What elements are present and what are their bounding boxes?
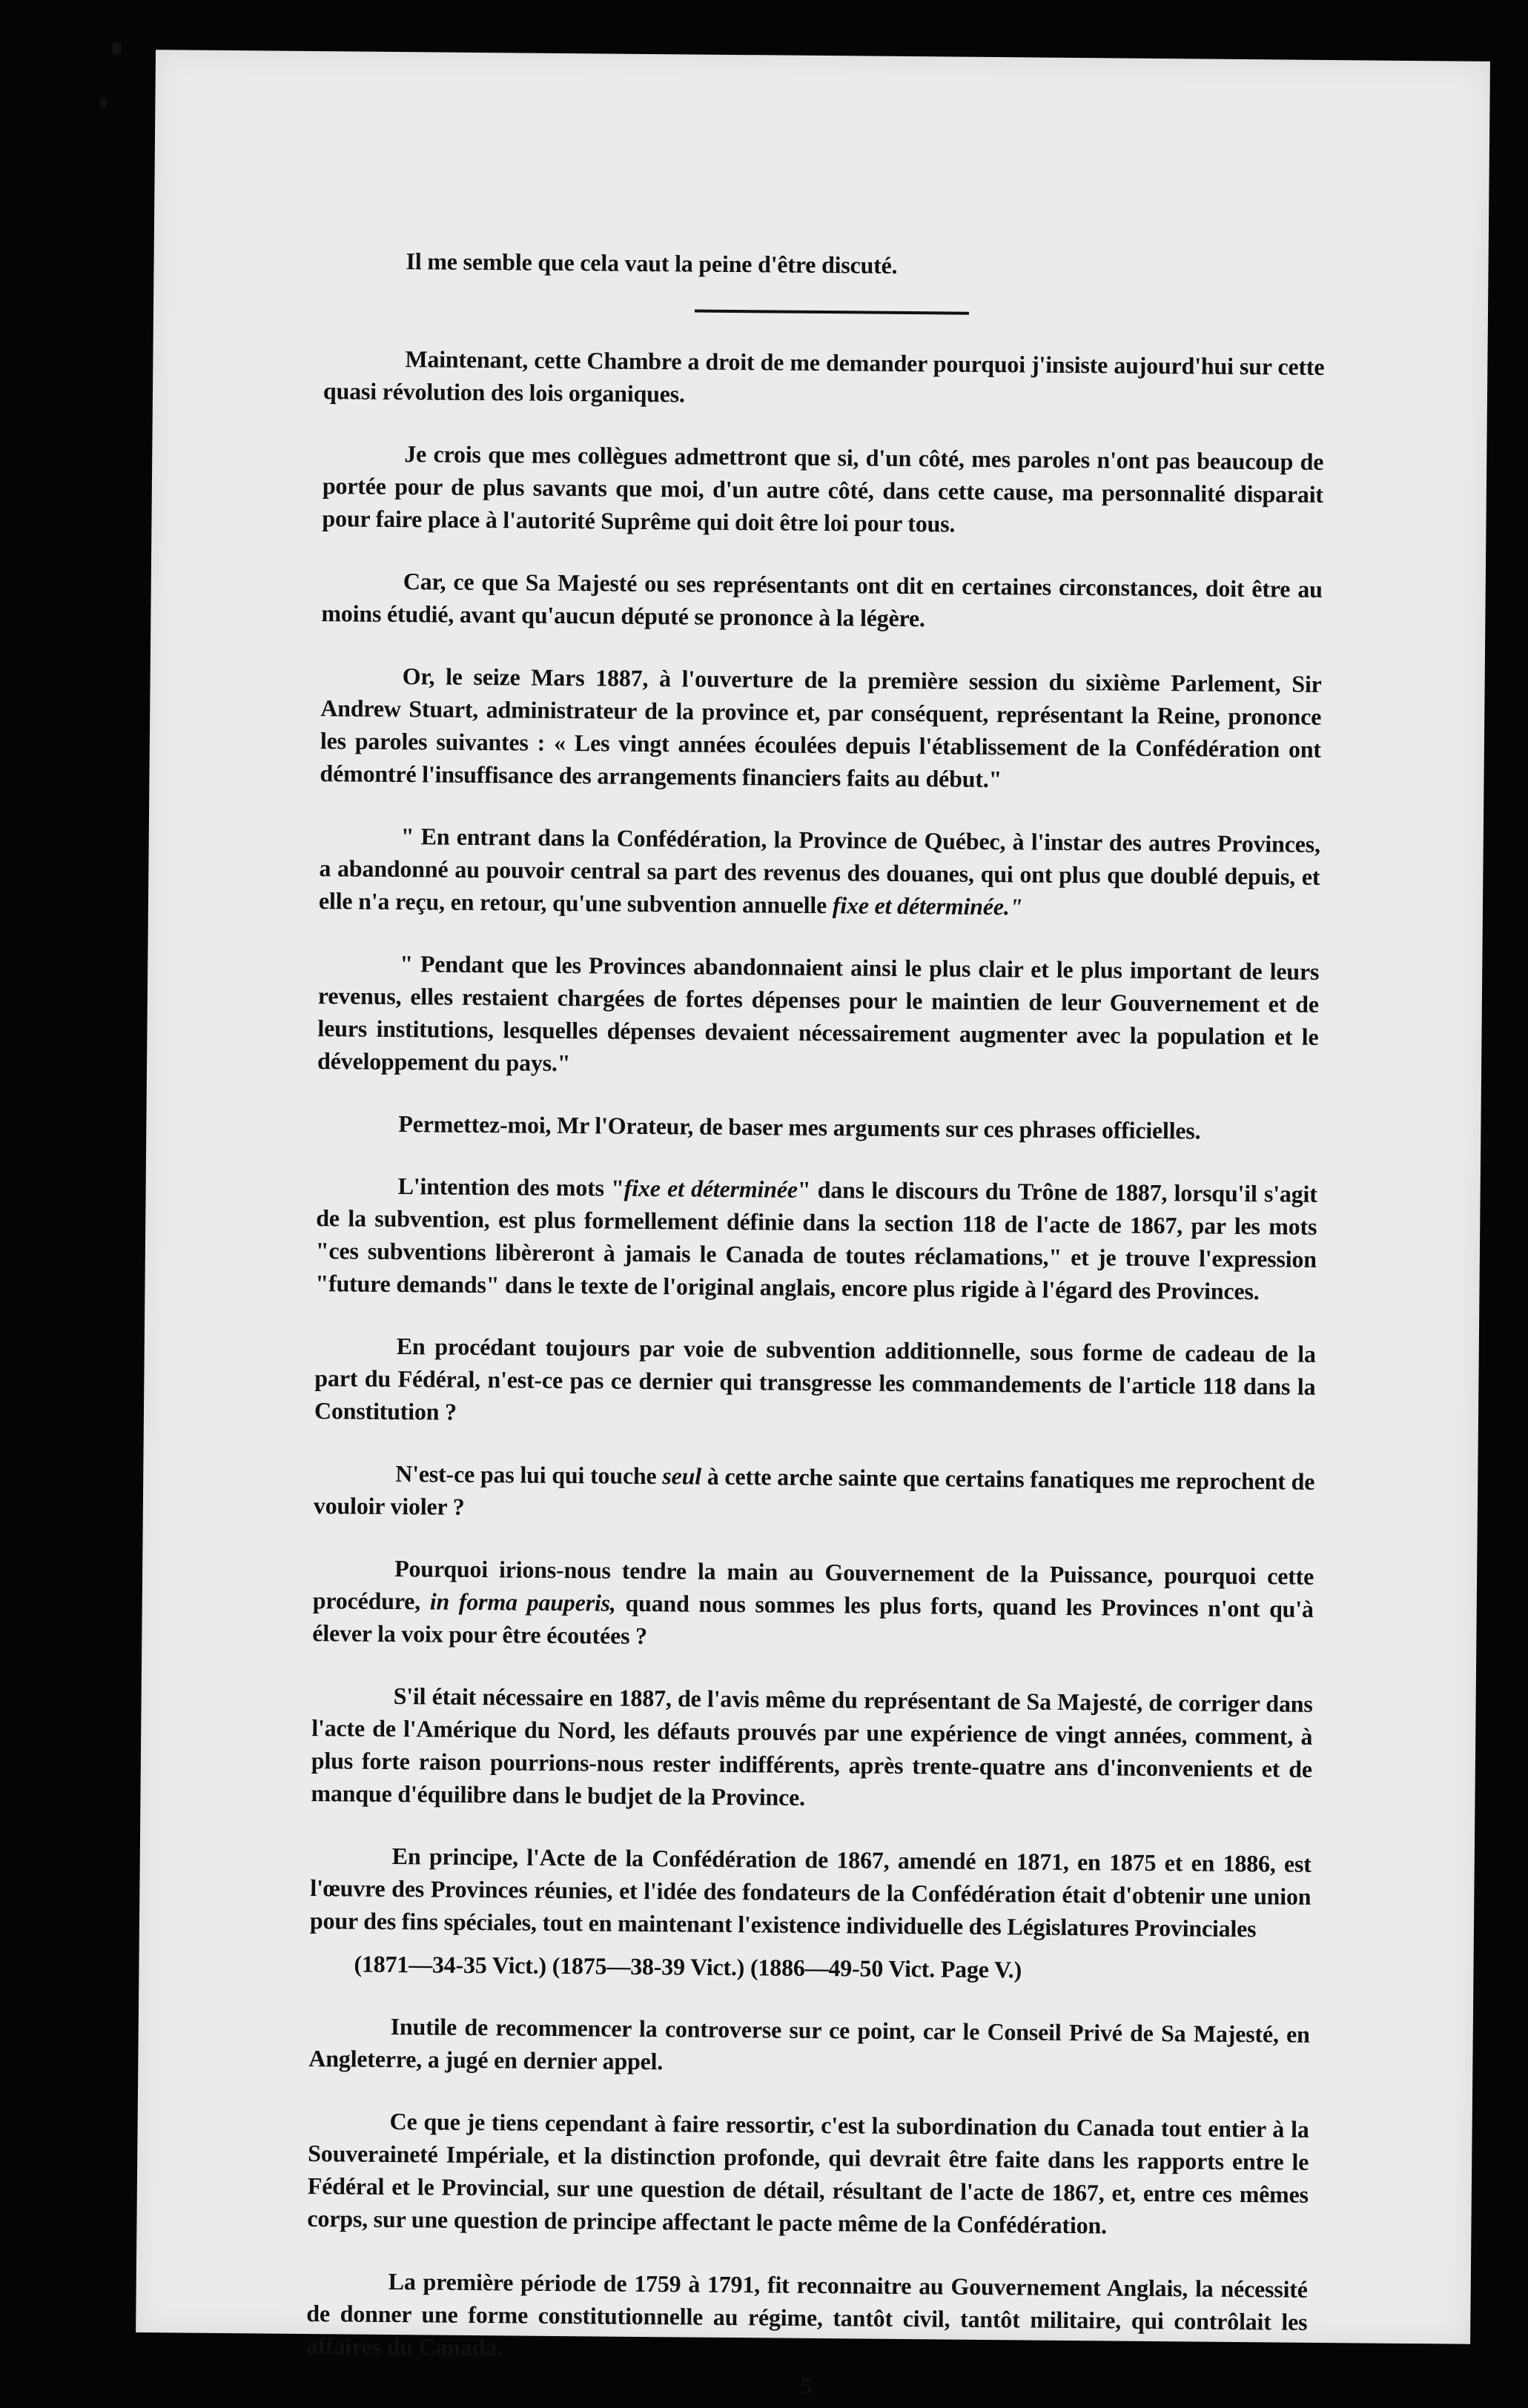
paragraph: Or, le seize Mars 1887, à l'ouverture de la première session du sixième Parlement, Sir Andrew Stuart, administrateur de la province et, par conséquent, représentant la Reine, prononce les paroles suivantes : « Les vingt années écoulées depuis l'établissement de la Confédération ont démontré l'insuffisance des arrangements financiers faits au début." [320,663,1322,793]
page-number: 5 [800,2372,813,2399]
paragraph [312,1551,1314,1658]
paragraph: Je crois que mes collègues admettront que si, d'un côté, mes paroles n'ont pas beaucoup de portée pour de plus savants que moi, d'un autre côté, dans cette cause, ma personnalité disparait pour faire place à l'autorité Suprême qui doit être loi pour tous. [322,440,1324,537]
italic-text: seul [662,1462,702,1490]
paragraph [319,819,1320,926]
paragraph [315,1169,1317,1308]
italic-text: fixe et déterminée." [832,892,1023,921]
paragraph: En procédant toujours par voie de subvention additionnelle, sous forme de cadeau de la part du Fédéral, n'est-ce pas ce dernier qui transgresse les commandements de l'article 118 dans la Constitution ? [314,1333,1316,1425]
paragraph: " Pendant que les Provinces abandonnaient ainsi le plus clair et le plus important de leurs revenus, elles restaient chargées de fortes dépenses pour le maintien de leur Gouvernement et de leurs institutions, lesquelles dépenses devaient nécessairement augmenter avec la population et le développement du pays." [317,950,1320,1077]
paragraph: Car, ce que Sa Majesté ou ses représentants ont dit en certaines circonstances, doit être au moins étudié, avant qu'aucun député se prononce à la légère. [321,568,1323,632]
document-page [136,50,1490,2399]
text-run: à cette arche sainte que certains fanatiques me reprochent de vouloir violer ? [313,1462,1315,1520]
document-body [305,244,1325,2407]
paragraph: Maintenant, cette Chambre a droit de me demander pourquoi j'insiste aujourd'hui sur cette quasi révolution des lois organiques. [323,345,1325,408]
text-run: Pourquoi irions-nous tendre la main au Gouvernement de la Puissance, pourquoi cette procédure, [312,1555,1314,1615]
paragraph: Permettez-moi, Mr l'Orateur, de baser mes arguments sur ces phrases officielles. [398,1110,1201,1144]
paragraph: S'il était nécessaire en 1887, de l'avis même du représentant de Sa Majesté, de corriger dans l'acte de l'Amérique du Nord, les défauts prouvés par une expérience de vingt années, comment, à plus forte raison pourrions-nous rester indifférents, après trente-quatre ans d'inconvenients et de manque d'équilibre dans le budjet de la Province. [311,1682,1313,1811]
paragraph: Ce que je tiens cependant à faire ressortir, c'est la subordination du Canada tout entier à la Souveraineté Impériale, et la distinction profonde, qui devrait être faite dans les rapports entre le Fédéral et le Provincial, sur une question de détail, résultant de l'acte de 1867, et, entre ces mêmes corps, sur une question de principe affectant le pacte même de la Confédération. [307,2108,1309,2239]
italic-text: in forma pauperis, [429,1588,616,1616]
text-run: " En entrant dans la Confédération, la Province de Québec, à l'instar des autres Provinces, a abandonné au pouvoir central sa part des revenus des douanes, qui ont plus que doublé depuis, et elle n'a reçu, en retour, qu'une subvention annuelle [318,823,1320,919]
paragraph [314,1456,1315,1530]
text-run: " dans le discours du Trône de 1887, lorsqu'il s'agit de la subvention, est plus formellement définie dans la section 118 de l'acte de 1867, par les mots "ces subventions libèreront à jamais le Canada de toutes réclamations," et je trouve l'expression "future demands" dans le texte de l'original anglais, encore plus rigide à l'égard des Provinces. [315,1175,1317,1305]
paragraph: Inutile de recommencer la controverse sur ce point, car le Conseil Privé de Sa Majesté, en Angleterre, a jugé en dernier appel. [308,2013,1310,2075]
speck-mark [111,42,122,56]
paragraph: Il me semble que cela vaut la peine d'être discuté. [406,248,898,279]
text-run: L'intention des mots " [397,1173,624,1201]
paragraph: En principe, l'Acte de la Confédération de 1867, amendé en 1871, en 1875 et en 1886, est l'œuvre des Provinces réunies, et l'idée des fondateurs de la Confédération était d'obtenir une union pour des fins spéciales, tout en maintenant l'existence individuelle des Législatures Provinciales [309,1843,1312,1943]
paragraph: La première période de 1759 à 1791, fit reconnaitre au Gouvernement Anglais, la nécessité de donner une forme constitutionnelle au régime, tantôt civil, tantôt militaire, qui contrôlait les affaires du Canada. [305,2267,1308,2361]
section-divider [695,310,969,315]
text-run: quand nous sommes les plus forts, quand les Provinces n'ont qu'à élever la voix pour être écoutées ? [312,1589,1314,1650]
text-run: N'est-ce pas lui qui touche [395,1460,663,1490]
speck-mark [99,97,107,107]
italic-text: fixe et déterminée [624,1174,798,1203]
citation-line: (1871—34-35 Vict.) (1875—38-39 Vict.) (1886—49-50 Vict. Page V.) [354,1950,1022,1983]
